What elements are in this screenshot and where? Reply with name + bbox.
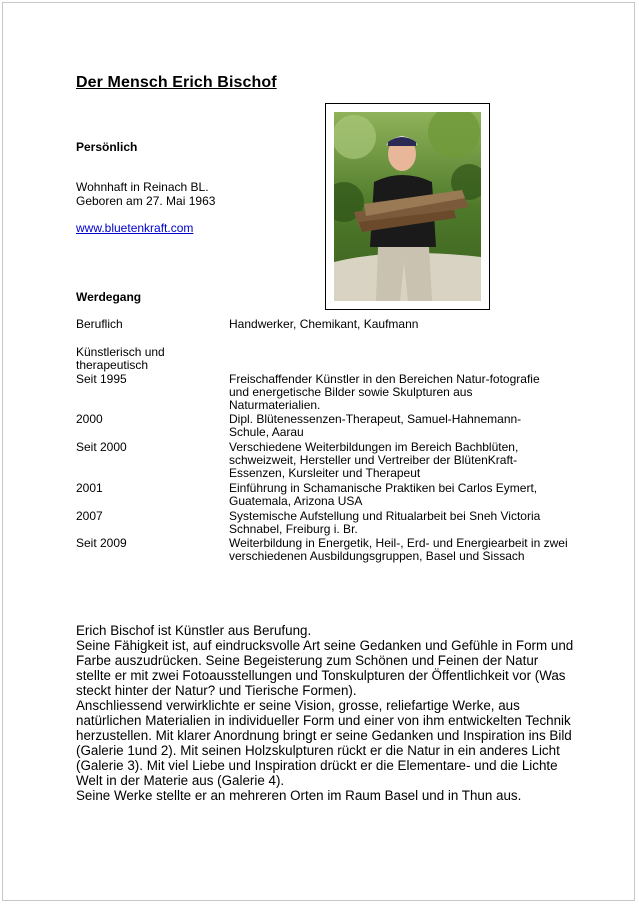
bio-paragraph: Erich Bischof ist Künstler aus Berufung. (76, 623, 312, 638)
career-row-label: 2001 (76, 481, 103, 495)
page-title: Der Mensch Erich Bischof (76, 74, 277, 91)
career-row-label: Beruflich (76, 317, 123, 331)
career-row-label: Seit 2009 (76, 536, 127, 550)
biography (76, 623, 576, 803)
career-row-label: 2000 (76, 412, 103, 426)
residence-text: Wohnhaft in Reinach BL. (76, 180, 209, 194)
career-row-label: 2007 (76, 509, 103, 523)
career-heading: Werdegang (76, 290, 142, 304)
career-row-value: Handwerker, Chemikant, Kaufmann (229, 317, 419, 331)
personal-heading: Persönlich (76, 140, 138, 154)
portrait-photo-icon (334, 112, 481, 301)
career-row-label: Seit 1995 (76, 372, 127, 386)
portrait-frame (325, 103, 490, 310)
career-row-value: Freischaffender Künstler in den Bereichen Natur-fotografie und energetische Bilder sowie Skulpturen aus Naturmaterialien. (229, 372, 540, 412)
career-row-value: Systemische Aufstellung und Ritualarbeit bei Sneh Victoria Schnabel, Freiburg i. Br. (229, 509, 541, 536)
website-link[interactable]: www.bluetenkraft.com (76, 221, 194, 235)
career-row-value: Dipl. Blütenessenzen-Therapeut, Samuel-Hahnemann-Schule, Aarau (229, 412, 522, 439)
bio-paragraph: Seine Werke stellte er an mehreren Orten im Raum Basel und in Thun aus. (76, 788, 522, 803)
bio-paragraph: Seine Fähigkeit ist, auf eindrucksvolle Art seine Gedanken und Gefühle in Form und Farbe auszudrücken. Seine Begeisterung zum Schönen und Feinen der Natur stellte er mit zwei Fotoausstellungen und Tonskulpturen der Öffentlichkeit vor (Was steckt hinter der Natur? und Tierische Formen). (76, 638, 574, 698)
career-row-label: Künstlerisch und therapeutisch (76, 345, 165, 372)
birth-text: Geboren am 27. Mai 1963 (76, 194, 216, 208)
career-row-label: Seit 2000 (76, 440, 127, 454)
bio-paragraph: Anschliessend verwirklichte er seine Vision, grosse, reliefartige Werke, aus natürlichen Materialien in individueller Form und einer von ihm entwickelten Technik herzustellen. Mit klarer Anordnung bringt er seine Gedanken und Inspiration ins Bild (Galerie 1und 2). Mit seinen Holzskulpturen rückt er die Natur in ein anderes Licht (Galerie 3). Mit viel Liebe und Inspiration drückt er die Elementare- und die Lichte Welt in der Materie aus (Galerie 4). (76, 698, 572, 788)
career-row-value: Verschiedene Weiterbildungen im Bereich Bachblüten, schweizweit, Hersteller und Vertreiber der BlütenKraft-Essenzen, Kursleiter und Therapeut (229, 440, 519, 480)
career-row-value: Weiterbildung in Energetik, Heil-, Erd- und Energiearbeit in zwei verschiedenen Ausbildungsgruppen, Basel und Sissach (229, 536, 568, 563)
career-row-value: Einführung in Schamanische Praktiken bei Carlos Eymert, Guatemala, Arizona USA (229, 481, 538, 508)
